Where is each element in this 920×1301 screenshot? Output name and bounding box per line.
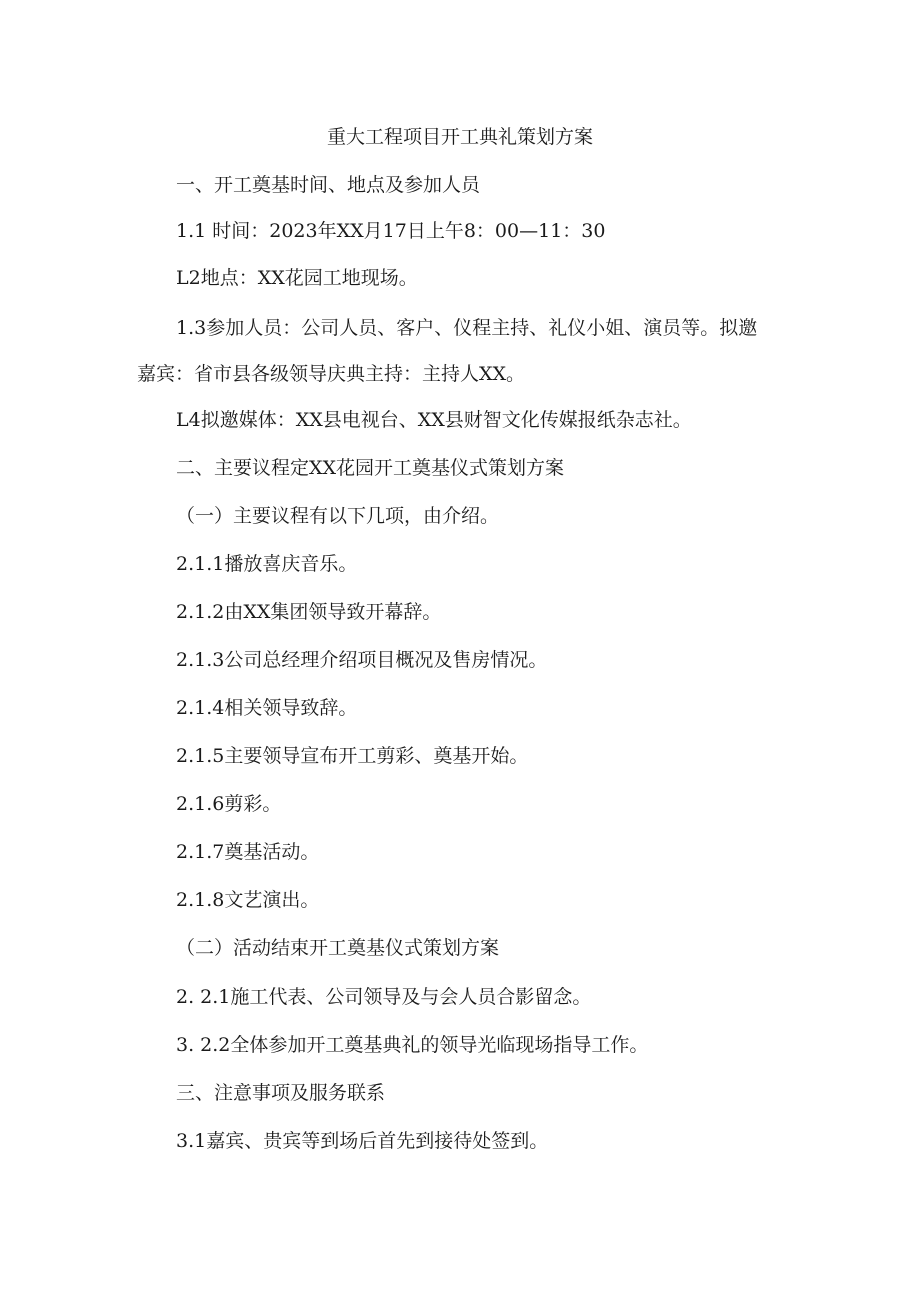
agenda-item-2-1-7: 2.1.7奠基活动。: [176, 841, 320, 863]
agenda-item-2-1-3: 2.1.3公司总经理介绍项目概况及售房情况。: [176, 649, 548, 671]
paragraph-1-1-time: 1.1 时间：2023年XX月17日上午8：00—11：30: [176, 220, 606, 242]
agenda-item-2-1-4: 2.1.4相关领导致辞。: [176, 697, 358, 719]
agenda-item-2-1-2: 2.1.2由XX集团领导致开幕辞。: [176, 601, 442, 623]
paragraph-1-3-attendees: 1.3参加人员：公司人员、客户、仪程主持、礼仪小姐、演员等。拟邀: [176, 317, 758, 339]
section-heading-3: 三、注意事项及服务联系: [176, 1082, 386, 1104]
paragraph-3-1: 3.1嘉宾、贵宾等到场后首先到接待处签到。: [176, 1130, 549, 1152]
agenda-item-2-1-1: 2.1.1播放喜庆音乐。: [176, 553, 358, 575]
item-2-2-2: 3. 2.2全体参加开工奠基典礼的领导光临现场指导工作。: [176, 1034, 649, 1056]
section-heading-2: 二、主要议程定XX花园开工奠基仪式策划方案: [176, 457, 565, 479]
section-heading-1: 一、开工奠基时间、地点及参加人员: [176, 174, 481, 196]
document-title: 重大工程项目开工典礼策划方案: [326, 126, 593, 148]
agenda-item-2-1-8: 2.1.8文艺演出。: [176, 889, 320, 911]
agenda-item-2-1-6: 2.1.6剪彩。: [176, 793, 282, 815]
paragraph-1-4-media: L4拟邀媒体：XX县电视台、XX县财智文化传媒报纸杂志社。: [176, 409, 692, 431]
item-2-2-1: 2. 2.1施工代表、公司领导及与会人员合影留念。: [176, 986, 592, 1008]
paragraph-1-3-guests: 嘉宾：省市县各级领导庆典主持：主持人XX。: [137, 363, 526, 385]
agenda-item-2-1-5: 2.1.5主要领导宣布开工剪彩、奠基开始。: [176, 745, 529, 767]
subsection-heading-2-2: （二）活动结束开工奠基仪式策划方案: [176, 937, 500, 959]
paragraph-1-2-location: L2地点：XX花园工地现场。: [176, 267, 418, 289]
subsection-heading-2-1: （一）主要议程有以下几项，由介绍。: [176, 505, 500, 527]
